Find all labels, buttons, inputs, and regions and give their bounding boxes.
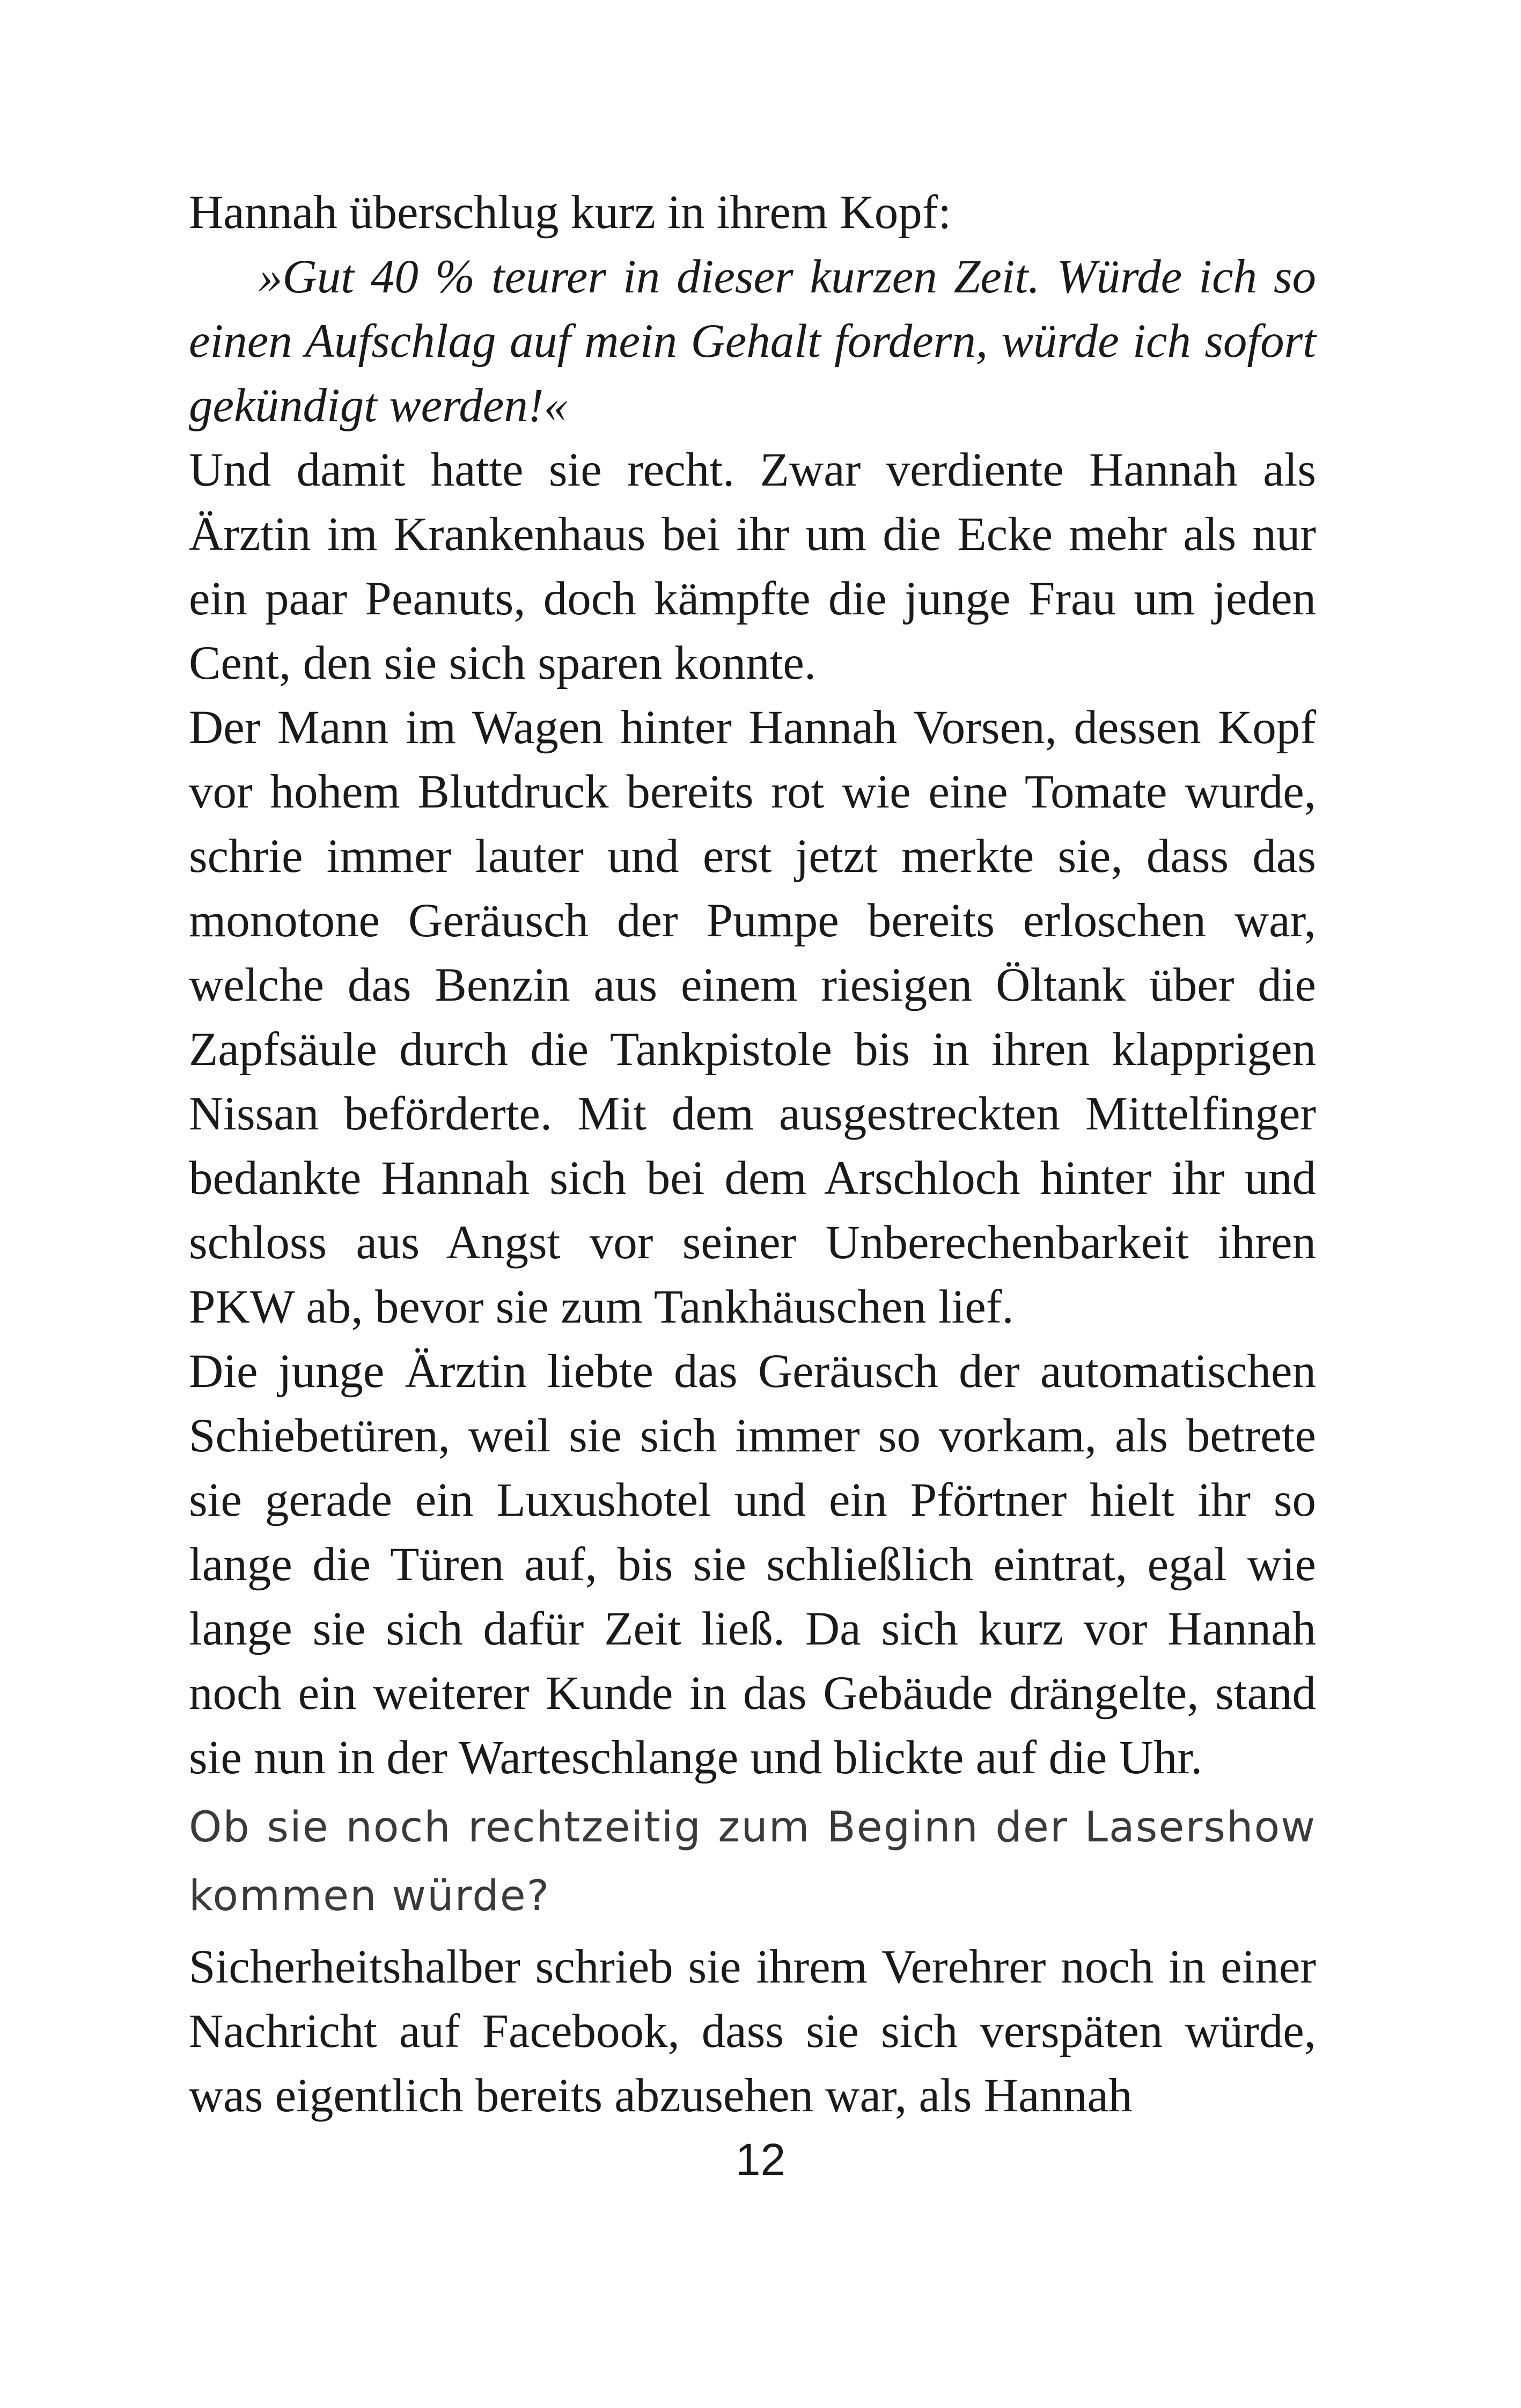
paragraph-gas-station: Der Mann im Wagen hinter Hannah Vorsen, dessen Kopf vor hohem Blutdruck bereits rot wie eine Tomate wurde, schrie immer lauter und erst jetzt merkte sie, dass das monotone Geräusch der Pumpe bereits erloschen war, welche das Benzin aus einem riesigen Öltank über die Zapfsäule durch die Tankpistole bis in ihren klapprigen Nissan beförderte. Mit dem ausgestreckten Mittelfinger bedankte Hannah sich bei dem Arschloch hinter ihr und schloss aus Angst vor seiner Unberechenbarkeit ihren PKW ab, bevor sie zum Tankhäuschen lief. [189, 701, 1316, 1333]
page-number: 12 [735, 2134, 786, 2185]
paragraph-handwritten-question: Ob sie noch rechtzeitig zum Beginn der Lasershow kommen würde? [189, 1803, 1316, 1920]
thought-text: »Gut 40 % teurer in dieser kurzen Zeit. Würde ich so einen Aufschlag auf mein Gehalt fordern, würde ich sofort gekündigt werden!« [189, 251, 1316, 432]
paragraph-salary: Und damit hatte sie recht. Zwar verdiente Hannah als Ärztin im Krankenhaus bei ihr um die Ecke mehr als nur ein paar Peanuts, doch kämpfte die junge Frau um jeden Cent, den sie sich sparen konnte. [189, 444, 1316, 689]
paragraph-intro: Hannah überschlug kurz in ihrem Kopf: [189, 186, 952, 239]
paragraph-thought [189, 245, 1316, 438]
body-text [189, 180, 1316, 2128]
paragraph-sliding-doors: Die junge Ärztin liebte das Geräusch der automatischen Schiebetüren, weil sie sich immer so vorkam, als betrete sie gerade ein Luxushotel und ein Pförtner hielt ihr so lange die Türen auf, bis sie schließlich eintrat, egal wie lange sie sich dafür Zeit ließ. Da sich kurz vor Hannah noch ein weiterer Kunde in das Gebäude drängelte, stand sie nun in der Warteschlange und blickte auf die Uhr. [189, 1345, 1316, 1784]
paragraph-facebook-message: Sicherheitshalber schrieb sie ihrem Verehrer noch in einer Nachricht auf Facebook, dass sie sich verspäten würde, was eigentlich bereits abzusehen war, als Hannah [189, 1941, 1316, 2122]
